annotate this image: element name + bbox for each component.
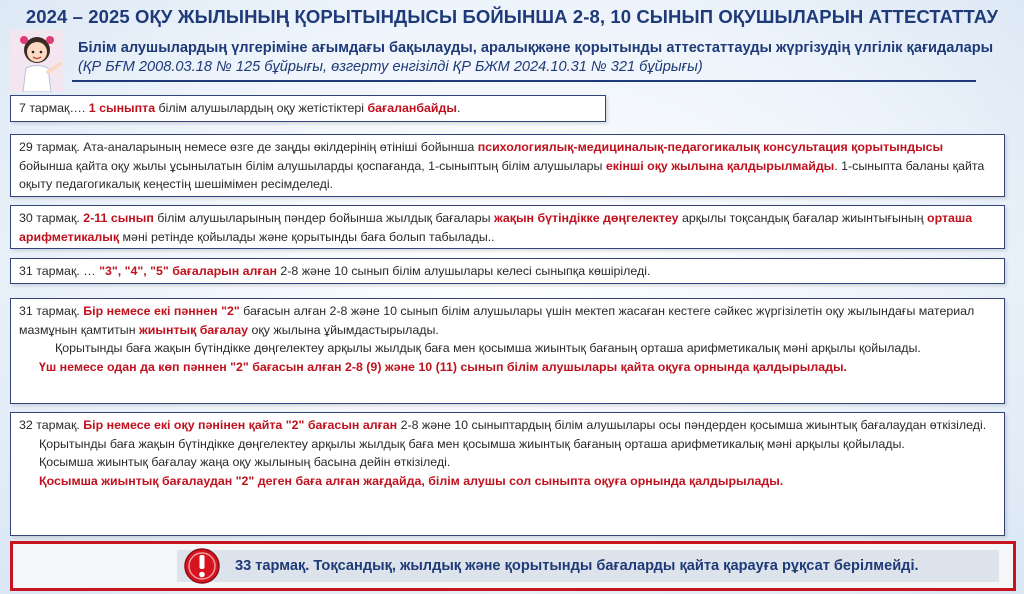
clause-7-highlight: 1 сыныпта xyxy=(88,101,156,115)
clause-31b-final-grade: Қорытынды баға жақын бүтіндікке дөңгелектеу арқылы жылдық баға мен қосымша жиынтық бағаның орташа арифметикалық мәні арқылы қойылады. xyxy=(55,341,921,355)
clause-29-text: 29 тармақ. Ата-аналарының немесе өзге де заңды өкілдерінің өтініші бойынша xyxy=(19,140,478,154)
clause-31-text: 2-8 және 10 сынып білім алушылары келесі сыныпқа көшіріледі. xyxy=(276,264,651,278)
subtitle-divider xyxy=(72,80,976,82)
clause-30-text-2: арқылы тоқсандық бағалар жиынтығының xyxy=(678,211,927,225)
subtitle-reference: (ҚР БҒМ 2008.03.18 № 125 бұйрығы, өзгерту енгізілді ҚР БЖМ 2024.10.31 № 321 бұйрығы) xyxy=(78,59,703,75)
exclamation-warning-icon xyxy=(183,547,221,585)
clause-29-highlight-2: екінші оқу жылына қалдырылмайды xyxy=(605,158,835,173)
clause-31b-text: бағасын алған 2-8 және 10 сынып білім алушылары үшін мектеп жасаған кестеге сәйкес жүргізілетін оқу жылындағы материал мазмұнын қамтитын xyxy=(19,304,975,337)
clause-31b-text-2: оқу жылына ұйымдастырылады. xyxy=(248,322,439,337)
clause-32-final-grade: Қорытынды баға жақын бүтіндікке дөңгелектеу арқылы жылдық баға мен қосымша жиынтық бағаның орташа арифметикалық мәні арқылы қойылады. xyxy=(39,436,905,451)
clause-7-label: 7 тармақ…. xyxy=(19,101,89,115)
clause-30-highlight-2: жақын бүтіндікке дөңгелектеу xyxy=(493,211,679,225)
clause-31-label: 31 тармақ. … xyxy=(19,264,100,278)
clause-31b-highlight-2: жиынтық бағалау xyxy=(139,322,249,337)
girl-character-icon xyxy=(10,30,64,92)
clause-32-timing: Қосымша жиынтық бағалау жаңа оқу жылының басына дейін өткізіледі. xyxy=(39,455,451,469)
clause-30-text-3: мәні ретінде қойылады және қорытынды баға болып табылады.. xyxy=(119,229,495,244)
clause-7-end: . xyxy=(456,101,461,115)
clause-30-highlight-3: орташа арифметикалық xyxy=(19,211,973,244)
subtitle-main: Білім алушылардың үлгеріміне ағымдағы бақылауды, аралықжәне қорытынды аттестаттауды жүргізудің үлгілік қағидалары xyxy=(78,40,994,56)
clause-32-retention: Қосымша жиынтық бағалаудан "2" деген баға алған жағдайда, білім алушы сол сыныпта оқуға орнында қалдырылады. xyxy=(39,473,784,488)
clause-30-label: 30 тармақ. xyxy=(19,211,84,225)
clause-31b-highlight: Бір немесе екі пәннен "2" xyxy=(83,304,240,318)
clause-7-text: білім алушылардың оқу жетістіктері xyxy=(155,101,368,115)
clause-29-text-3: . 1-сыныпта баланы қайта оқыту педагогикалық кеңестің шешімімен ресімделеді. xyxy=(19,158,985,191)
clause-30-highlight: 2-11 сынып xyxy=(83,211,154,225)
clause-33-text: 33 тармақ. Тоқсандық, жылдық және қорытынды бағаларды қайта қарауға рұқсат берілмейді. xyxy=(235,558,919,574)
clause-31-assessment-box xyxy=(10,298,1005,404)
clause-30-box xyxy=(10,205,1005,249)
clause-30-text: білім алушыларының пәндер бойынша жылдық бағалары xyxy=(153,211,494,225)
regulation-subtitle xyxy=(78,39,1008,77)
clause-32-text: 2-8 және 10 сыныптардың білім алушылары осы пәндерден қосымша жиынтық бағалаудан өткізіледі. xyxy=(397,418,987,432)
page-title: 2024 – 2025 ОҚУ ЖЫЛЫНЫҢ ҚОРЫТЫНДЫСЫ БОЙЫНША 2-8, 10 СЫНЫП ОҚУШЫЛАРЫН АТТЕСТАТТАУ xyxy=(25,6,999,27)
clause-31-promotion-box xyxy=(10,258,1005,284)
clause-32-label: 32 тармақ. xyxy=(19,418,84,432)
clause-31b-paragraph xyxy=(19,302,996,339)
clause-31b-retention: Үш немесе одан да көп пәннен "2" бағасын алған 2-8 (9) және 10 (11) сынып білім алушылары қайта оқуға орнында қалдырылады. xyxy=(39,359,848,374)
clause-29-text-2: бойынша қайта оқу жылы ұсынылатын білім алушыларды қоспағанда, 1-сыныптың білім алушылары xyxy=(19,158,606,173)
clause-31-highlight: "3", "4", "5" бағаларын алған xyxy=(99,264,277,278)
clause-32-box xyxy=(10,412,1005,536)
clause-7-highlight-2: бағаланбайды xyxy=(367,101,457,115)
clause-32-paragraph xyxy=(19,416,996,435)
clause-7-box xyxy=(10,95,606,122)
clause-29-box xyxy=(10,134,1005,197)
clause-33-box xyxy=(10,541,1016,591)
clause-31b-label: 31 тармақ. xyxy=(19,304,84,318)
clause-32-highlight: Бір немесе екі оқу пәнінен қайта "2" бағасын алған xyxy=(83,418,398,432)
clause-29-highlight: психологиялық-медициналық-педагогикалық консультация қорытындысы xyxy=(477,140,944,154)
